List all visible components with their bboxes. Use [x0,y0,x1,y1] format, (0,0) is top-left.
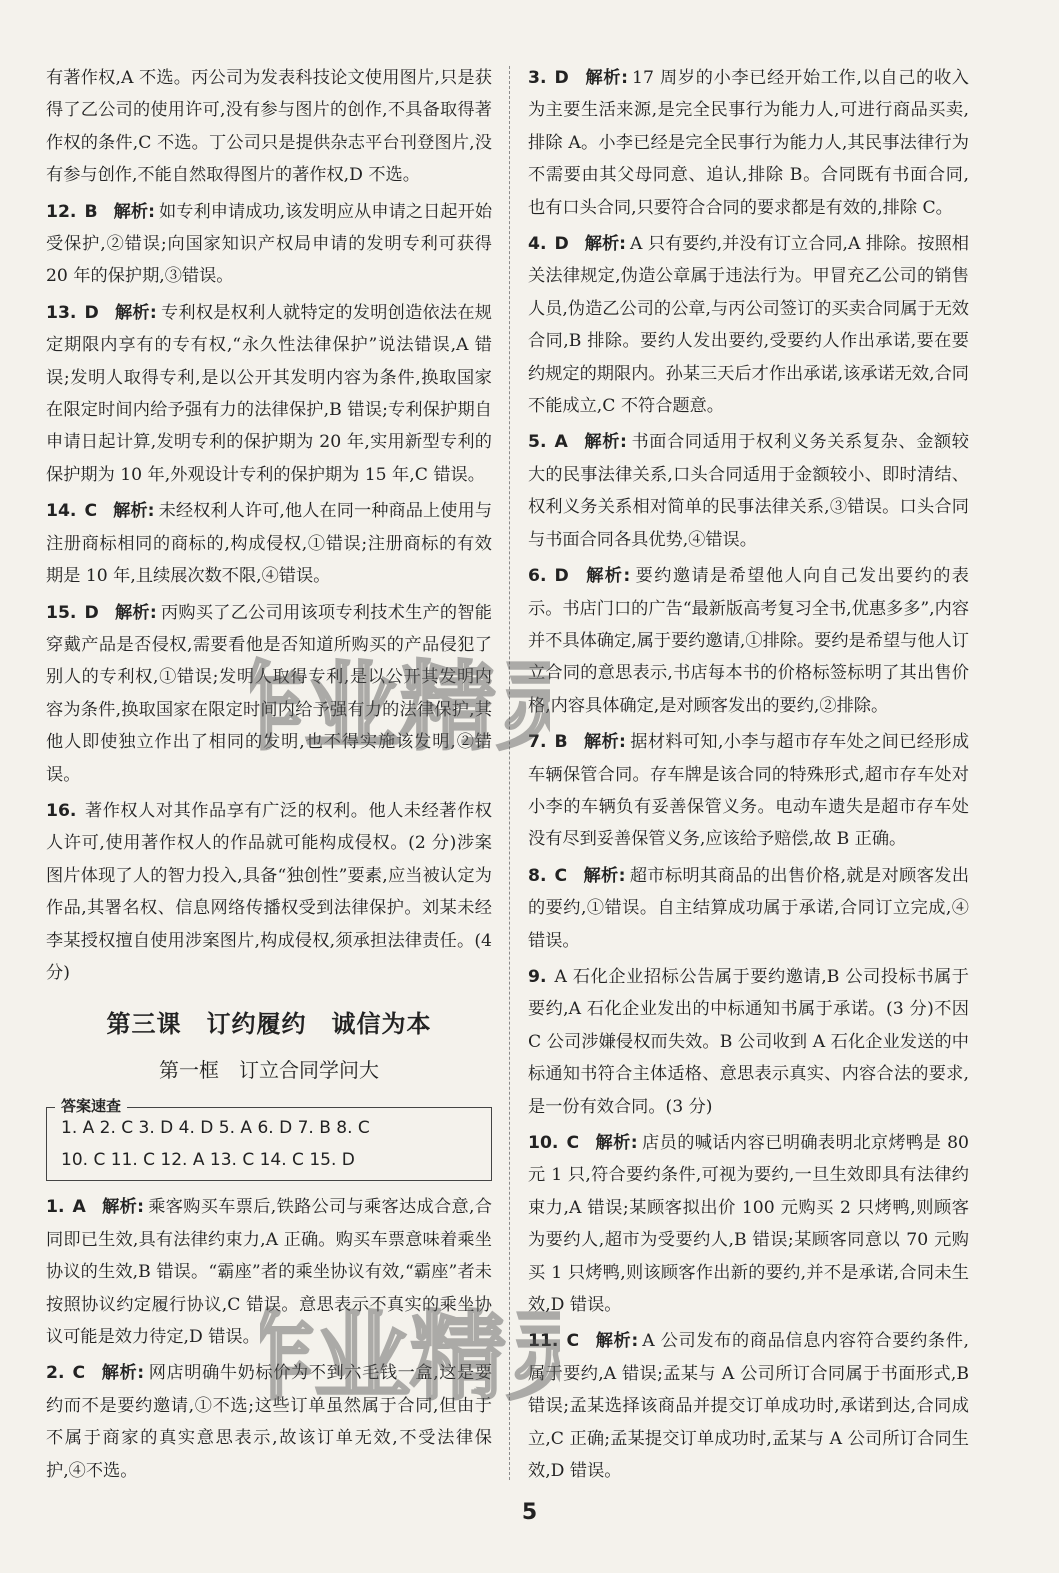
analysis-label: 解析: [595,1133,638,1153]
item-answer: D [84,602,99,623]
item-text: A 只有要约,并没有订立合同,A 排除。按照相关法律规定,伪造公章属于违法行为。甲冒充乙公司的销售人员,伪造乙公司的公章,与丙公司签订的买卖合同属于无效合同,B 排除。要约人发出要约,受要约人作出承诺,要在要约规定的期限内。孙某三天后才作出承诺,该承诺无效,合同不能成立,C 不符合题意。 [528,234,969,417]
item-number: 2. [46,1363,65,1384]
item-number: 3. [528,68,547,88]
item-number: 16. [46,800,77,821]
item-answer: B [554,732,568,753]
lesson-title: 第三课 订约履约 诚信为本 [106,1010,432,1039]
item-number: 15. [46,602,77,623]
answer-item-11 [528,1325,969,1487]
item-text: 店员的喊话内容已明确表明北京烤鸭是 80 元 1 只,符合要约条件,可视为要约,一旦生效即具有法律约束力,A 错误;某顾客拟出价 100 元购买 2 只烤鸭,则顾客为要约人,超市为受要约人,B 错误;某顾客同意以 70 元购买 1 只烤鸭,则该顾客作出新的要约,并不是承诺,合同未生效,D 错误。 [528,1133,969,1316]
item-number: 12. [46,201,77,222]
item-number: 4. [528,234,547,255]
answer-item-7 [528,726,969,856]
item-text: 书面合同适用于权利义务关系复杂、金额较大的民事法律关系,口头合同适用于金额较小、即时清结、权利义务关系相对简单的民事法律关系,③错误。口头合同与书面合同各具优势,④错误。 [528,432,969,550]
answer-item-13 [46,297,492,491]
item-text: A 公司发布的商品信息内容符合要约条件,属于要约,A 错误;孟某与 A 公司所订合同属于书面形式,B 错误;孟某选择该商品并提交订单成功时,承诺到达,合同成立,C 正确;孟某提交订单成功时,孟某与 A 公司所订合同生效,D 错误。 [528,1331,970,1482]
item-answer: D [554,234,569,255]
watermark-text: 作业精灵 [250,651,550,763]
answer-item-12 [46,196,492,293]
item-number: 6. [528,566,547,587]
item-text: 超市标明其商品的出售价格,就是对顾客发出的要约,①错误。自主结算成功属于承诺,合同订立完成,④错误。 [528,865,970,951]
left-column [46,62,492,1491]
analysis-label: 解析: [583,732,626,753]
analysis-label: 解析: [114,302,157,323]
section-title: 第一框 订立合同学问大 [159,1058,379,1083]
analysis-label: 解析: [584,68,629,88]
analysis-label: 解析: [101,1363,145,1384]
watermark-logo-icon [260,1290,560,1420]
item-number: 10. [528,1133,559,1153]
answer-item-9 [528,961,969,1123]
answer-box-title: 答案速查 [55,1095,127,1117]
answer-item-6 [528,560,969,722]
analysis-label: 解析: [101,1197,144,1218]
item-answer: C [566,1133,580,1153]
item-answer: C [554,865,568,886]
item-answer: C [84,501,98,522]
item-text: 如专利申请成功,该发明应从申请之日起开始受保护,②错误;向国家知识产权局申请的发明专利可获得 20 年的保护期,③错误。 [46,201,493,287]
item-answer: D [554,566,569,587]
analysis-label: 解析: [584,234,627,255]
item-number: 14. [46,501,77,522]
page-number: 5 [521,1500,538,1525]
right-column [528,62,969,1491]
answer-item-4 [528,228,969,422]
intro-paragraph: 有著作权,A 不选。丙公司为发表科技论文使用图片,只是获得了乙公司的使用许可,没有参与图片的创作,不具备取得著作权的条件,C 不选。丁公司只是提供杂志平台刊登图片,没有参与创作,不能自然取得图片的著作权,D 不选。 [46,68,492,186]
item-number: 11. [528,1331,559,1352]
answer-item-10 [528,1127,969,1321]
item-text: 著作权人对其作品享有广泛的权利。他人未经著作权人许可,使用著作权人的作品就可能构成侵权。(2 分)涉案图片体现了人的智力投入,具备“独创性”要素,应当被认定为作品,其署名权、信息网络传播权受到法律保护。刘某未经李某授权擅自使用涉案图片,构成侵权,须承担法律责任。(4 分) [46,800,492,983]
analysis-label: 解析: [114,602,157,623]
item-number: 13. [46,302,77,323]
item-answer: C [72,1363,86,1384]
item-answer: A [554,432,568,453]
analysis-label: 解析: [113,201,155,222]
item-text: 未经权利人许可,他人在同一种商品上使用与注册商标相同的商标的,构成侵权,①错误;注册商标的有效期是 10 年,且续展次数不限,④错误。 [46,501,493,587]
answer-item-5 [528,426,969,556]
quick-answer-box [46,1097,492,1181]
item-number: 7. [528,732,547,753]
column-divider [509,66,510,1480]
item-answer: D [84,302,99,323]
item-number: 8. [528,865,547,886]
item-number: 1. [46,1197,65,1218]
answer-item-8 [528,860,969,957]
item-number: 5. [528,432,547,453]
answer-line-1: 1. A 2. C 3. D 4. D 5. A 6. D 7. B 8. C [61,1118,370,1139]
item-number: 9. [528,966,547,987]
analysis-label: 解析: [113,501,155,522]
analysis-label: 解析: [583,865,626,886]
answer-item-16 [46,795,492,989]
item-text: 丙购买了乙公司用该项专利技术生产的智能穿戴产品是否侵权,需要看他是否知道所购买的产品侵犯了别人的专利权,①错误;发明人取得专利,是以公开其发明内容为条件,换取国家在限定时间内给予强有力的法律保护,其他人即使独立作出了相同的发明,也不得实施该发明,②错误。 [46,602,492,785]
item-text: 网店明确牛奶标价为不到六毛钱一盒,这是要约而不是要约邀请,①不选;这些订单虽然属于合同,但由于不属于商家的真实意思表示,故该订单无效,不受法律保护,④不选。 [46,1363,493,1481]
item-text: 要约邀请是希望他人向自己发出要约的表示。书店门口的广告“最新版高考复习全书,优惠多多”,内容并不具体确定,属于要约邀请,①排除。要约是希望与他人订立合同的意思表示,书店每本书的价格标签标明了其出售价格,内容具体确定,是对顾客发出的要约,②排除。 [528,566,970,716]
item-text: 17 周岁的小李已经开始工作,以自己的收入为主要生活来源,是完全民事行为能力人,可进行商品买卖,排除 A。小李已经是完全民事行为能力人,其民事法律行为不需要由其父母同意、追认,排除 B。合同既有书面合同,也有口头合同,只要符合合同的要求都是有效的,排除 C。 [528,68,969,218]
answer-item-14 [46,495,492,592]
item-answer: A [72,1197,86,1218]
item-answer: C [566,1331,580,1352]
item-answer: D [554,68,569,88]
item-text: A 石化企业招标公告属于要约邀请,B 公司投标书属于要约,A 石化企业发出的中标通知书属于承诺。(3 分)不因 C 公司涉嫌侵权而失效。B 公司收到 A 石化企业发送的中标通知书符合主体适格、意思表示真实、内容合法的要求,是一份有效合同。(3 分) [528,966,969,1117]
item-text: 据材料可知,小李与超市存车处之间已经形成车辆保管合同。存车牌是该合同的特殊形式,超市存车处对小李的车辆负有妥善保管义务。电动车遗失是超市存车处没有尽到妥善保管义务,应该给予赔偿,故 B 正确。 [528,732,970,850]
watermark-upper [250,640,550,770]
item-text: 专利权是权利人就特定的发明创造依法在规定期限内享有的专有权,“永久性法律保护”说法错误,A 错误;发明人取得专利,是以公开其发明内容为条件,换取国家在限定时间内给予强有力的法律保护,B 错误;专利保护期自申请日起计算,发明专利的保护期为 20 年,实用新型专利的保护期为 10 年,外观设计专利的保护期为 15 年,C 错误。 [46,302,492,485]
analysis-label: 解析: [584,566,631,587]
item-text: 乘客购买车票后,铁路公司与乘客达成合意,合同即已生效,具有法律约束力,A 正确。购买车票意味着乘坐协议的生效,B 错误。“霸座”者的乘坐协议有效,“霸座”者未按照协议约定履行协议,C 错误。意思表示不真实的乘坐协议可能是效力待定,D 错误。 [46,1197,492,1347]
analysis-label: 解析: [583,432,627,453]
item-answer: B [84,201,98,222]
answer-item-3 [528,62,969,224]
watermark-logo-icon [250,640,550,770]
watermark-text: 作业精灵 [260,1301,560,1413]
answer-line-2: 10. C 11. C 12. A 13. C 14. C 15. D [61,1150,355,1171]
analysis-label: 解析: [595,1331,639,1352]
watermark-lower [260,1290,560,1420]
